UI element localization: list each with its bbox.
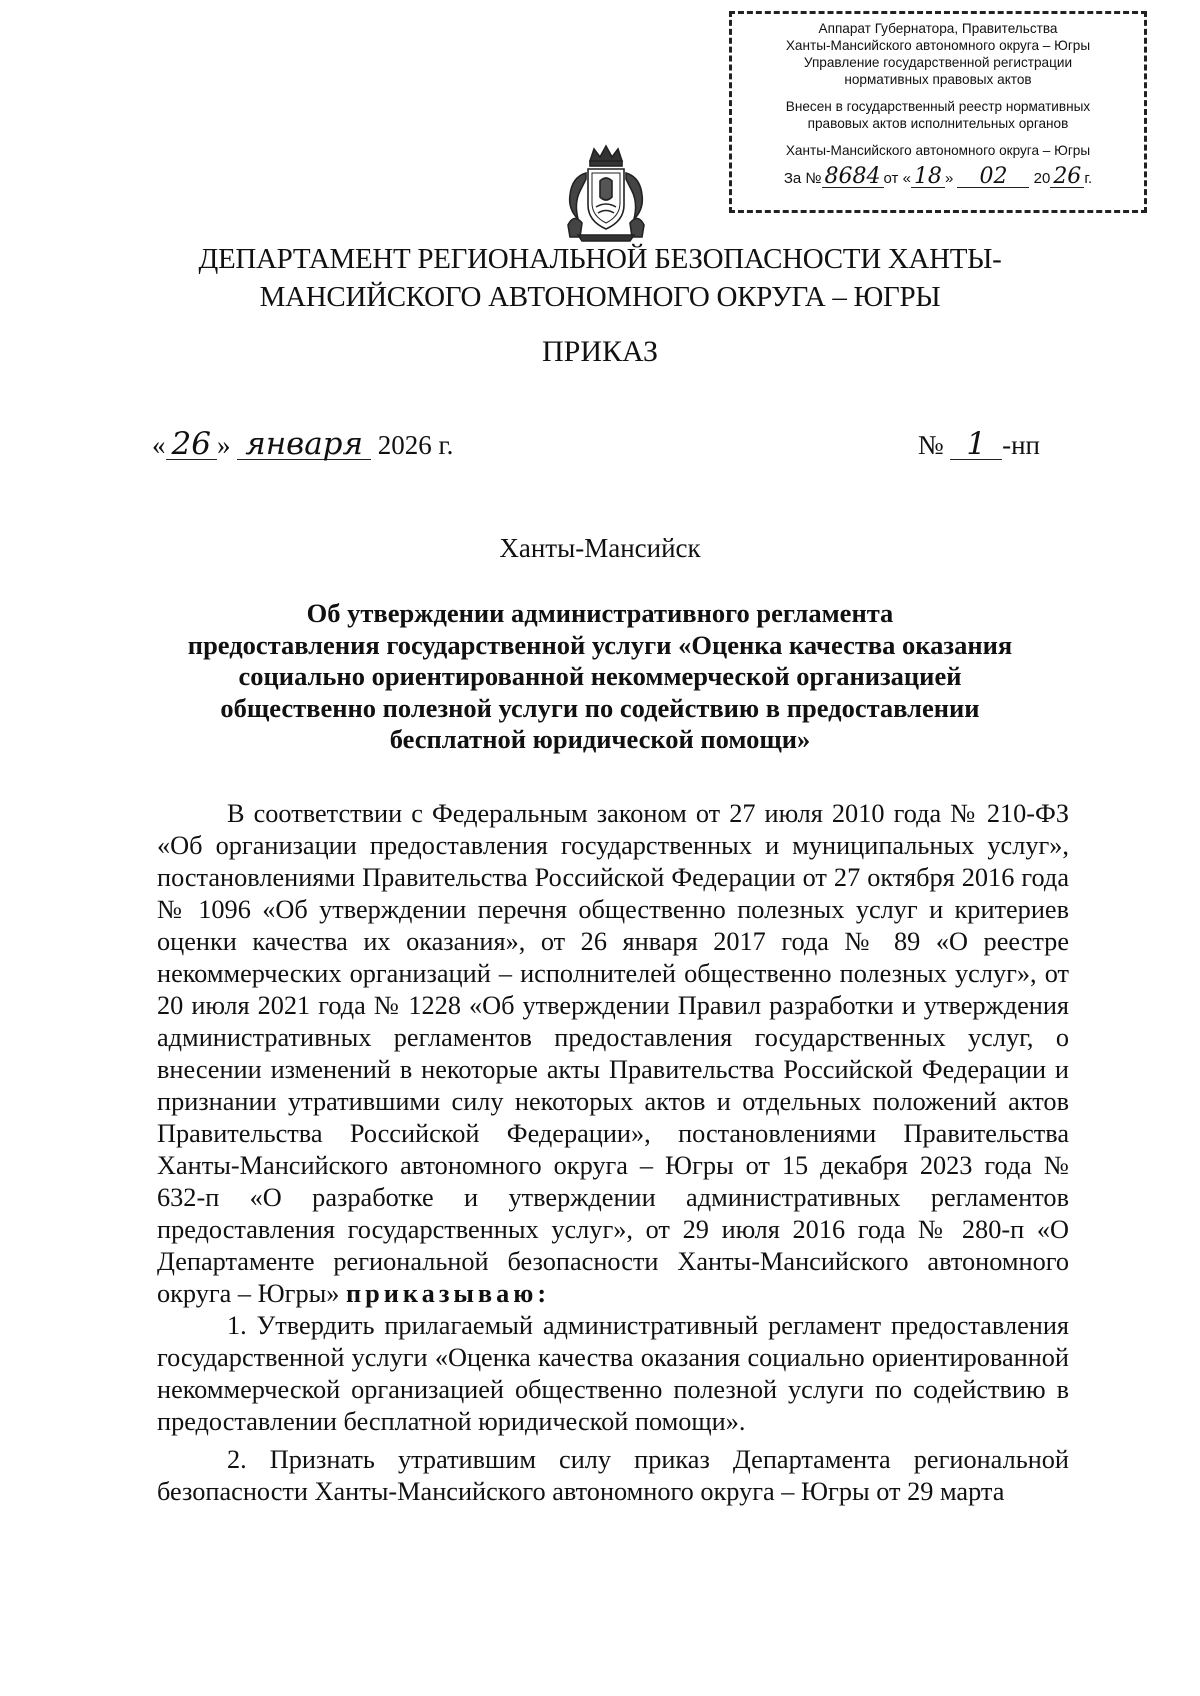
coat-of-arms-icon <box>560 143 652 243</box>
stamp-reg-year-prefix: 20 <box>1033 170 1051 187</box>
date-year: 2026 г. <box>377 430 454 460</box>
preamble-text: В соответствии с Федеральным законом от 27 июля 2010 года № 210-ФЗ «Об организации предоставления государственных и муниципальных услуг», постановлениями Правительства Российской Федерации от 27 октября 2016 года № 1096 «Об утверждении перечня общественно полезных услуг и критериев оценки качества их оказания», от 26 января 2017 года № 89 «О реестре некоммерческих организаций – исполнителей общественно полезных услуг», от 20 июля 2021 года № 1228 «Об утверждении Правил разработки и утверждения административных регламентов предоставления государственных услуг, о внесении изменений в некоторые акты Правительства Российской Федерации и признании утратившими силу некоторых актов и отдельных положений актов Правительства Российской Федерации», постановлениями Правительства Ханты-Мансийского автономного округа – Югры от 15 декабря 2023 года № 632-п «О разработке и утверждении административных регламентов предоставления государственных услуг», от 29 июля 2016 года № 280-п «О Департаменте региональной безопасности Ханты-Мансийского автономного округа – Югры» <box>157 799 1069 1308</box>
stamp-reg-day: 18 <box>911 167 945 188</box>
subject-line: общественно полезной услуги по содействию в предоставлении <box>220 692 980 723</box>
department-title-line: ДЕПАРТАМЕНТ РЕГИОНАЛЬНОЙ БЕЗОПАСНОСТИ ХАНТЫ- <box>198 243 1002 275</box>
stamp-reg-prefix: За № <box>783 170 822 187</box>
date-month: января <box>237 429 371 460</box>
preamble-paragraph <box>157 798 1069 1310</box>
subject-line: предоставления государственной услуги «Оценка качества оказания <box>187 629 1013 660</box>
document-type: ПРИКАЗ <box>542 335 658 368</box>
stamp-line: Ханты-Мансийского автономного округа – Югры <box>785 38 1091 53</box>
order-number <box>917 426 1040 462</box>
date-open-quote: « <box>152 430 166 460</box>
stamp-line: Аппарат Губернатора, Правительства <box>818 21 1058 36</box>
stamp-reg-from: от « <box>883 170 911 187</box>
stamp-reg-number: 8684 <box>822 167 884 188</box>
subject-line: социально ориентированной некоммерческой организацией <box>238 661 962 691</box>
stamp-line: нормативных правовых актов <box>844 72 1032 87</box>
stamp-reg-suffix: г. <box>1084 170 1093 187</box>
item-1-paragraph: 1. Утвердить прилагаемый административный регламент предоставления государственной услуги «Оценка качества оказания социально ориентированной некоммерческой организацией общественно полезной услуги по содействию в предоставлении бесплатной юридической помощи». <box>157 1311 1069 1436</box>
order-body <box>157 798 1069 1508</box>
stamp-registration-row <box>738 164 1138 189</box>
department-title <box>160 240 1040 316</box>
subject-line: Об утверждении административного регламента <box>306 598 894 628</box>
stamp-line: Ханты-Мансийского автономного округа – Югры <box>785 143 1091 158</box>
number-suffix: -нп <box>1002 430 1040 460</box>
item-2-paragraph: 2. Признать утратившим силу приказ Департамента региональной безопасности Ханты-Мансийского автономного округа – Югры от 29 марта <box>157 1445 1069 1506</box>
registration-stamp <box>729 11 1147 213</box>
number-prefix: № <box>917 430 944 460</box>
stamp-reg-month: 02 <box>957 167 1029 188</box>
stamp-reg-close: » <box>944 170 954 187</box>
stamp-line: Внесен в государственный реестр нормативных <box>785 99 1091 114</box>
number-value: 1 <box>950 429 1002 460</box>
department-title-line: МАНСИЙСКОГО АВТОНОМНОГО ОКРУГА – ЮГРЫ <box>259 281 941 313</box>
order-subject <box>150 598 1050 756</box>
stamp-line: Управление государственной регистрации <box>803 55 1073 70</box>
city: Ханты-Мансийск <box>499 533 701 563</box>
date-day: 26 <box>166 429 217 460</box>
stamp-line: правовых актов исполнительных органов <box>807 116 1069 131</box>
order-date <box>152 426 454 462</box>
date-close-quote: » <box>216 430 231 460</box>
order-directive: приказываю: <box>346 1279 551 1308</box>
subject-line: бесплатной юридической помощи» <box>389 724 811 754</box>
stamp-reg-year: 26 <box>1050 167 1084 188</box>
